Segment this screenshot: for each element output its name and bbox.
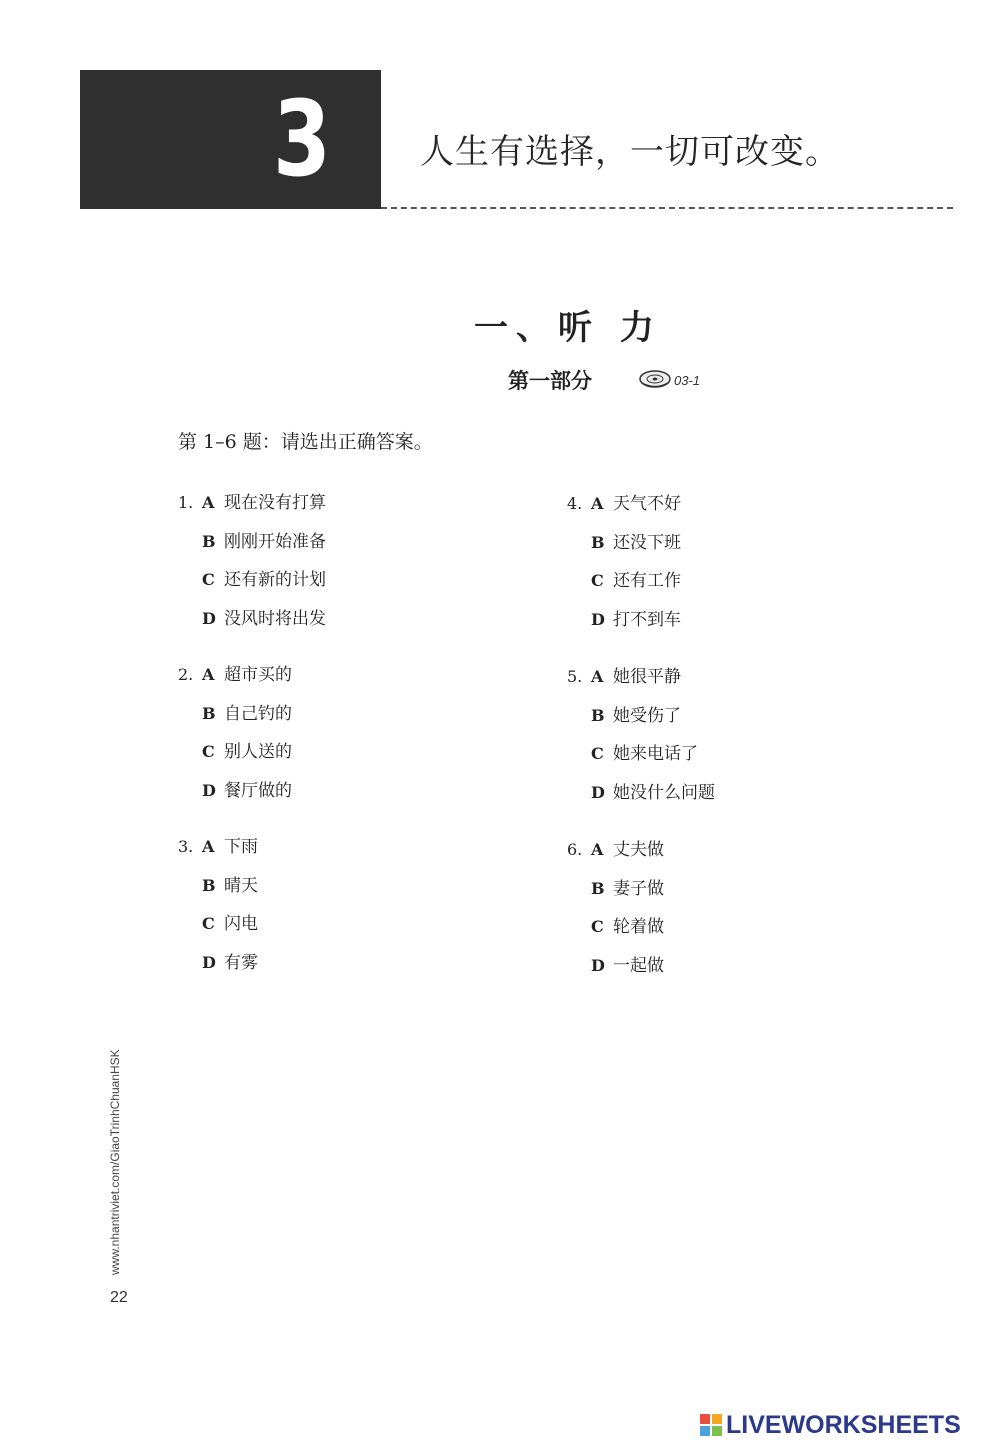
option-text: 自己钓的 bbox=[224, 703, 292, 724]
option-a[interactable] bbox=[178, 837, 498, 876]
option-text: 下雨 bbox=[224, 837, 258, 857]
option-letter: B bbox=[591, 705, 605, 725]
option-text: 妻子做 bbox=[613, 878, 664, 899]
option-letter: C bbox=[202, 742, 215, 761]
liveworksheets-logo-icon bbox=[700, 1414, 722, 1436]
option-a[interactable] bbox=[178, 665, 498, 704]
option-text: 轮着做 bbox=[613, 917, 664, 937]
option-letter: B bbox=[202, 875, 216, 895]
option-text: 她受伤了 bbox=[613, 705, 681, 726]
option-letter: B bbox=[202, 531, 216, 551]
option-letter: D bbox=[202, 608, 216, 628]
option-text: 晴天 bbox=[224, 875, 258, 896]
option-a[interactable] bbox=[178, 493, 498, 532]
lesson-number: 3 bbox=[273, 78, 331, 200]
instruction: 第 1–6 题：请选出正确答案。 bbox=[178, 431, 433, 453]
option-text: 刚刚开始准备 bbox=[224, 531, 326, 552]
option-c[interactable] bbox=[178, 914, 498, 953]
option-letter: D bbox=[591, 609, 605, 629]
option-text: 天气不好 bbox=[613, 494, 681, 514]
option-text: 别人送的 bbox=[224, 742, 292, 762]
option-d[interactable] bbox=[178, 781, 498, 820]
question-number: 5. bbox=[567, 667, 583, 686]
option-a[interactable] bbox=[567, 840, 887, 879]
option-c[interactable] bbox=[178, 570, 498, 609]
option-c[interactable] bbox=[567, 744, 887, 783]
option-text: 她很平静 bbox=[613, 667, 681, 687]
option-text: 现在没有打算 bbox=[224, 493, 326, 513]
option-b[interactable] bbox=[178, 876, 498, 915]
question-number: 1. bbox=[178, 493, 194, 512]
liveworksheets-brand[interactable] bbox=[700, 1410, 961, 1440]
option-letter: B bbox=[591, 532, 605, 552]
option-letter: C bbox=[591, 917, 604, 936]
option-text: 丈夫做 bbox=[613, 840, 664, 860]
option-letter: D bbox=[591, 955, 605, 975]
part-heading: 第一部分 bbox=[508, 368, 592, 393]
question-number: 4. bbox=[567, 494, 583, 513]
option-text: 超市买的 bbox=[224, 665, 292, 685]
option-letter: A bbox=[202, 493, 215, 512]
option-b[interactable] bbox=[567, 706, 887, 745]
option-c[interactable] bbox=[567, 571, 887, 610]
option-letter: A bbox=[591, 840, 604, 859]
option-text: 还没下班 bbox=[613, 532, 681, 553]
question-number: 2. bbox=[178, 665, 194, 684]
brand-text: LIVEWORKSHEETS bbox=[726, 1410, 961, 1439]
option-letter: D bbox=[202, 780, 216, 800]
option-letter: C bbox=[591, 744, 604, 763]
option-text: 打不到车 bbox=[613, 609, 681, 630]
option-text: 还有新的计划 bbox=[224, 570, 326, 590]
option-c[interactable] bbox=[567, 917, 887, 956]
option-a[interactable] bbox=[567, 667, 887, 706]
option-letter: C bbox=[591, 571, 604, 590]
option-text: 没风时将出发 bbox=[224, 608, 326, 629]
lesson-number-box bbox=[80, 70, 381, 209]
option-text: 一起做 bbox=[613, 955, 664, 976]
option-d[interactable] bbox=[178, 953, 498, 992]
header-divider bbox=[381, 207, 953, 209]
option-d[interactable] bbox=[567, 610, 887, 649]
option-letter: D bbox=[202, 952, 216, 972]
question-1 bbox=[178, 493, 498, 647]
option-text: 她来电话了 bbox=[613, 744, 698, 764]
question-3 bbox=[178, 837, 498, 991]
audio-track-label: 03-1 bbox=[674, 373, 701, 388]
option-text: 她没什么问题 bbox=[613, 782, 715, 803]
page-number: 22 bbox=[110, 1289, 128, 1306]
option-a[interactable] bbox=[567, 494, 887, 533]
question-6 bbox=[567, 840, 887, 994]
option-b[interactable] bbox=[178, 704, 498, 743]
option-letter: B bbox=[202, 703, 216, 723]
option-letter: A bbox=[202, 665, 215, 684]
question-number: 6. bbox=[567, 840, 583, 859]
option-letter: B bbox=[591, 878, 605, 898]
side-url: www.nhantriviet.com/GiaoTrinhChuanHSK bbox=[108, 1049, 122, 1275]
option-letter: A bbox=[202, 837, 215, 856]
option-text: 闪电 bbox=[224, 914, 258, 934]
lesson-title: 人生有选择，一切可改变。 bbox=[420, 132, 840, 172]
option-text: 有雾 bbox=[224, 952, 258, 973]
question-4 bbox=[567, 494, 887, 648]
option-c[interactable] bbox=[178, 742, 498, 781]
option-letter: C bbox=[202, 570, 215, 589]
option-d[interactable] bbox=[178, 609, 498, 648]
option-letter: D bbox=[591, 782, 605, 802]
option-text: 餐厅做的 bbox=[224, 780, 292, 801]
section-heading: 一、听 力 bbox=[474, 308, 662, 348]
audio-cd-icon bbox=[638, 368, 672, 390]
option-d[interactable] bbox=[567, 783, 887, 822]
question-number: 3. bbox=[178, 837, 194, 856]
option-text: 还有工作 bbox=[613, 571, 681, 591]
option-b[interactable] bbox=[178, 532, 498, 571]
option-letter: C bbox=[202, 914, 215, 933]
question-5 bbox=[567, 667, 887, 821]
option-letter: A bbox=[591, 494, 604, 513]
option-d[interactable] bbox=[567, 956, 887, 995]
option-letter: A bbox=[591, 667, 604, 686]
option-b[interactable] bbox=[567, 533, 887, 572]
option-b[interactable] bbox=[567, 879, 887, 918]
question-2 bbox=[178, 665, 498, 819]
